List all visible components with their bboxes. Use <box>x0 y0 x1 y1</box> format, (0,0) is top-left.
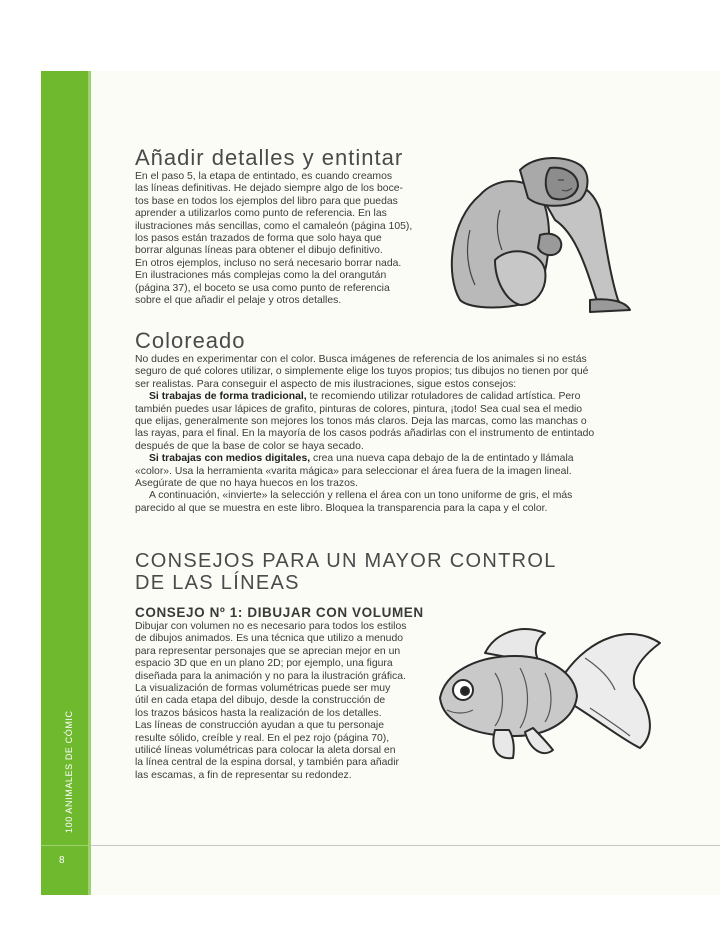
tip-traditional-lead: Si trabajas de forma tradicional, <box>149 391 307 403</box>
text-line: de dibujos animados. Es una técnica que utilizo a menudo <box>135 633 404 645</box>
text-line: los trazos básicos hasta la realización de los detalles. <box>135 707 382 719</box>
title-line: DE LAS LÍNEAS <box>135 572 300 594</box>
tip-traditional <box>135 391 645 403</box>
text-line: los pasos están trazados de forma que solo haya que <box>135 233 382 245</box>
text-line: las escamas, a fin de representar su redondez. <box>135 769 352 781</box>
text-line: En ilustraciones más complejas como la del orangután <box>135 270 387 282</box>
text-line: La visualización de formas volumétricas puede ser muy <box>135 683 391 695</box>
page-number: 8 <box>59 855 65 866</box>
title-line: CONSEJOS PARA UN MAYOR CONTROL <box>135 550 557 572</box>
text-line: «color». Usa la herramienta «varita mágica» para seleccionar el área fuera de la imagen lineal. <box>135 465 572 477</box>
text-line: Las líneas de construcción ayudan a que tu personaje <box>135 720 384 732</box>
text-line: En otros ejemplos, incluso no será necesario borrar nada. <box>135 257 402 269</box>
text-line: las líneas definitivas. He dejado siempre algo de los boce- <box>135 183 404 195</box>
text-line: En el paso 5, la etapa de entintado, es cuando creamos <box>135 171 393 182</box>
text-line: parecido al que se muestra en este libro. Bloquea la transparencia para la capa y el color. <box>135 502 548 514</box>
sidebar-accent-stripe <box>88 71 91 895</box>
text-line: Dibujar con volumen no es necesario para todos los estilos <box>135 621 407 632</box>
footer-rule-accent <box>41 845 88 846</box>
running-title: 100 ANIMALES DE CÓMIC <box>64 710 74 833</box>
text-run: te recomiendo utilizar rotuladores de calidad artística. Pero <box>306 391 581 403</box>
tip-digital <box>135 453 645 465</box>
text-line: (página 37), el boceto se usa como punto de referencia <box>135 282 390 294</box>
section-title-line-control <box>135 550 557 594</box>
text-line: las rayas, para el final. En la mayoría de los casos podrás añadirlas con el instrumento de entintado <box>135 428 595 440</box>
text-line: útil en cada etapa del dibujo, desde la construcción de <box>135 695 386 707</box>
text-line: Asegúrate de que no haya huecos en los trazos. <box>135 478 358 490</box>
section-coloring-body <box>135 354 645 515</box>
text-line: para representar personajes que se aprecian mejor en un <box>135 645 401 657</box>
tip-digital-lead: Si trabajas con medios digitales, <box>149 453 311 465</box>
section-title-coloring: Coloreado <box>135 328 246 353</box>
text-line: No dudes en experimentar con el color. Busca imágenes de referencia de los animales si no estás <box>135 354 587 365</box>
text-line: ilustraciones más sencillas, como el camaleón (página 105), <box>135 220 413 232</box>
text-line: ser realistas. Para conseguir el aspecto de mis ilustraciones, sigue estos consejos: <box>135 378 517 390</box>
text-line: tos base en todos los ejemplos del libro para que puedas <box>135 195 398 207</box>
text-run: crea una nueva capa debajo de la de entintado y llámala <box>310 453 574 465</box>
text-line: borrar algunas líneas para obtener el dibujo definitivo. <box>135 245 383 257</box>
text-line: sobre el que añadir el pelaje y otros detalles. <box>135 295 342 307</box>
text-line: que elijas, generalmente son mejores los tonos más claros. Deja las marcas, como las manchas o <box>135 416 587 428</box>
text-line: también puedes usar lápices de grafito, pinturas de colores, pintura, ¡todo! Sea cual sea el medio <box>135 403 583 415</box>
text-line: seguro de qué colores utilizar, o simplemente elige los tuyos propios; tus dibujos no tienen por qué <box>135 366 589 378</box>
text-line: espacio 3D que en un plano 2D; por ejemplo, una figura <box>135 658 393 670</box>
section-inking-body <box>135 171 445 307</box>
goldfish-illustration <box>425 618 665 768</box>
text-line: utilicé líneas volumétricas para colocar la aleta dorsal en <box>135 745 396 757</box>
section-title-inking: Añadir detalles y entintar <box>135 145 404 170</box>
text-line: resulte sólido, creíble y real. En el pez rojo (página 70), <box>135 732 390 744</box>
tip-title: CONSEJO Nº 1: DIBUJAR CON VOLUMEN <box>135 605 424 620</box>
footer-rule <box>91 845 720 846</box>
text-line: aprender a utilizarlos como punto de referencia. En las <box>135 208 387 220</box>
orangutan-illustration <box>440 150 640 320</box>
section-volume-body <box>135 621 435 782</box>
text-line: diseñada para la animación y no para la ilustración gráfica. <box>135 670 406 682</box>
text-line: A continuación, «invierte» la selección y rellena el área con un tono uniforme de gris, el más <box>149 490 573 502</box>
text-line: después de que la base de color se haya secado. <box>135 440 364 452</box>
text-line: la línea central de la espina dorsal, y también para añadir <box>135 757 399 769</box>
